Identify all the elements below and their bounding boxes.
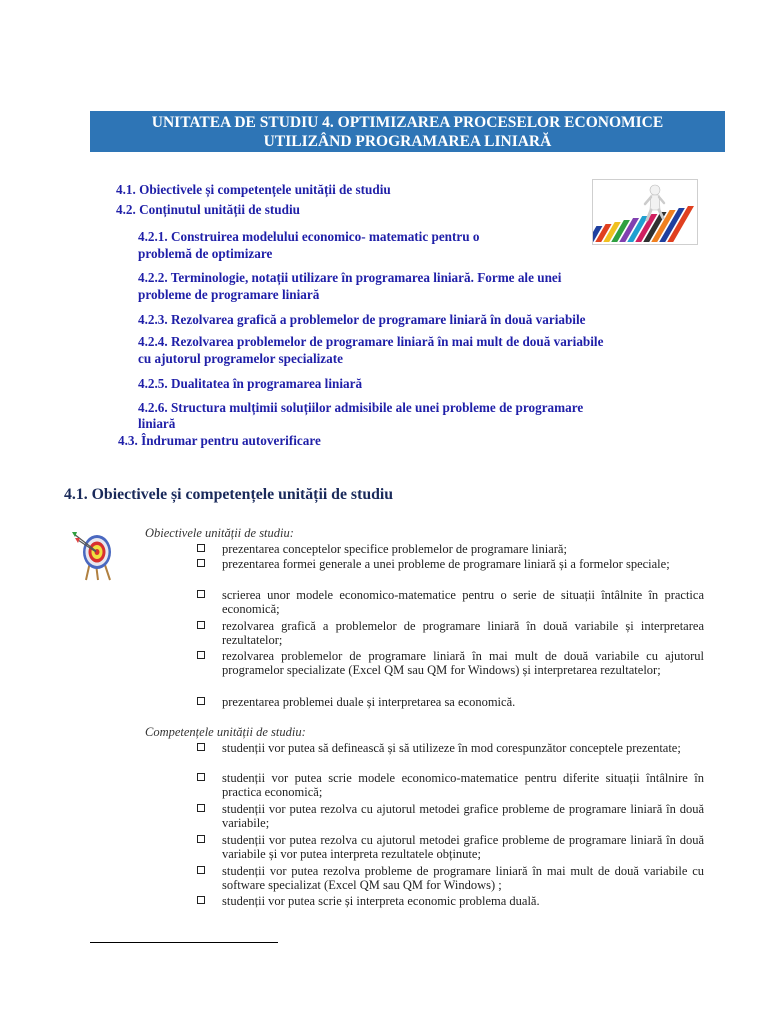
list-item — [197, 695, 704, 709]
competence-text: studenții vor putea să definească și să utilizeze în mod corespunzător conceptele prezentate; — [222, 741, 681, 755]
toc-item-4-2-5[interactable]: 4.2.5. Dualitatea în programarea liniară — [138, 376, 363, 391]
toc-item-4-2-2-cont[interactable]: probleme de programare liniară — [138, 287, 320, 302]
list-item — [197, 864, 704, 893]
objective-text: prezentarea formei generale a unei probleme de programare liniară și a formelor speciale; — [222, 557, 670, 571]
objective-text: prezentarea problemei duale și interpretarea sa economică. — [222, 695, 516, 709]
checkbox-bullet-icon — [197, 559, 205, 567]
competences-label: Competențele unității de studiu: — [145, 725, 306, 739]
competence-text: studenții vor putea rezolva cu ajutorul metodei grafice probleme de programare liniară în două variabile și vor putea interpreta rezultatele obținute; — [222, 833, 704, 862]
list-item — [197, 771, 704, 800]
objectives-label: Obiectivele unității de studiu: — [145, 526, 294, 540]
checkbox-bullet-icon — [197, 773, 205, 781]
toc-item-4-2-3[interactable]: 4.2.3. Rezolvarea grafică a problemelor de programare liniară în două variabile — [138, 312, 586, 327]
section-heading: 4.1. Obiectivele și competențele unității de studiu — [64, 486, 394, 503]
toc-item-4-2[interactable]: 4.2. Conținutul unității de studiu — [116, 202, 300, 217]
checkbox-bullet-icon — [197, 866, 205, 874]
archery-target-icon — [68, 526, 124, 582]
list-item — [197, 649, 704, 678]
toc-item-4-2-4-cont[interactable]: cu ajutorul programelor specializate — [138, 351, 343, 366]
list-item — [197, 833, 704, 862]
footnote-separator — [90, 942, 278, 943]
toc-item-4-2-6-cont[interactable]: liniară — [138, 416, 176, 431]
competence-text: studenții vor putea scrie modele economico-matematice pentru diferite situații întâlnire în practica economică; — [222, 771, 704, 800]
checkbox-bullet-icon — [197, 697, 205, 705]
toc-item-4-2-6[interactable]: 4.2.6. Structura mulțimii soluțiilor admisibile ale unei probleme de programare — [138, 400, 584, 415]
unit-title-banner — [90, 111, 725, 152]
checkbox-bullet-icon — [197, 590, 205, 598]
objective-text: rezolvarea grafică a problemelor de programare liniară în două variabile și interpretarea rezultatelor; — [222, 619, 704, 648]
list-item — [197, 894, 704, 908]
competence-text: studenții vor putea rezolva probleme de programare liniară în mai mult de două variabile cu software specializat (Excel QM sau QM for Windows) ; — [222, 864, 704, 893]
competence-text: studenții vor putea rezolva cu ajutorul metodei grafice probleme de programare liniară în două variabile; — [222, 802, 704, 831]
list-item — [197, 588, 704, 617]
toc-item-4-2-1-cont[interactable]: problemă de optimizare — [138, 246, 273, 261]
toc-item-4-1[interactable]: 4.1. Obiectivele și competențele unității de studiu — [116, 182, 391, 197]
checkbox-bullet-icon — [197, 835, 205, 843]
checkbox-bullet-icon — [197, 896, 205, 904]
checkbox-bullet-icon — [197, 743, 205, 751]
list-item — [197, 542, 704, 556]
toc-item-4-2-1[interactable]: 4.2.1. Construirea modelului economico- matematic pentru o — [138, 229, 480, 244]
list-item — [197, 741, 704, 755]
checkbox-bullet-icon — [197, 544, 205, 552]
toc-item-4-3[interactable]: 4.3. Îndrumar pentru autoverificare — [118, 433, 321, 448]
list-item — [197, 557, 704, 571]
objective-text: rezolvarea problemelor de programare liniară în mai mult de două variabile cu ajutorul programelor specializate (Excel QM sau QM for Windows) și interpretarea rezultatelor; — [222, 649, 704, 678]
figure-climbing-stairs-icon — [592, 179, 698, 245]
checkbox-bullet-icon — [197, 804, 205, 812]
toc-item-4-2-2[interactable]: 4.2.2. Terminologie, notații utilizare în programarea liniară. Forme ale unei — [138, 270, 562, 285]
competence-text: studenții vor putea scrie și interpreta economic problema duală. — [222, 894, 540, 908]
objective-text: scrierea unor modele economico-matematice pentru o serie de situații întâlnite în practica economică; — [222, 588, 704, 617]
checkbox-bullet-icon — [197, 651, 205, 659]
unit-title-line-1: UNITATEA DE STUDIU 4. OPTIMIZAREA PROCESELOR ECONOMICE — [151, 114, 664, 131]
checkbox-bullet-icon — [197, 621, 205, 629]
toc-item-4-2-4[interactable]: 4.2.4. Rezolvarea problemelor de programare liniară în mai mult de două variabile — [138, 334, 604, 349]
unit-title-line-2: UTILIZÂND PROGRAMAREA LINIARĂ — [263, 133, 552, 150]
list-item — [197, 802, 704, 831]
objective-text: prezentarea conceptelor specifice problemelor de programare liniară; — [222, 542, 567, 556]
list-item — [197, 619, 704, 648]
